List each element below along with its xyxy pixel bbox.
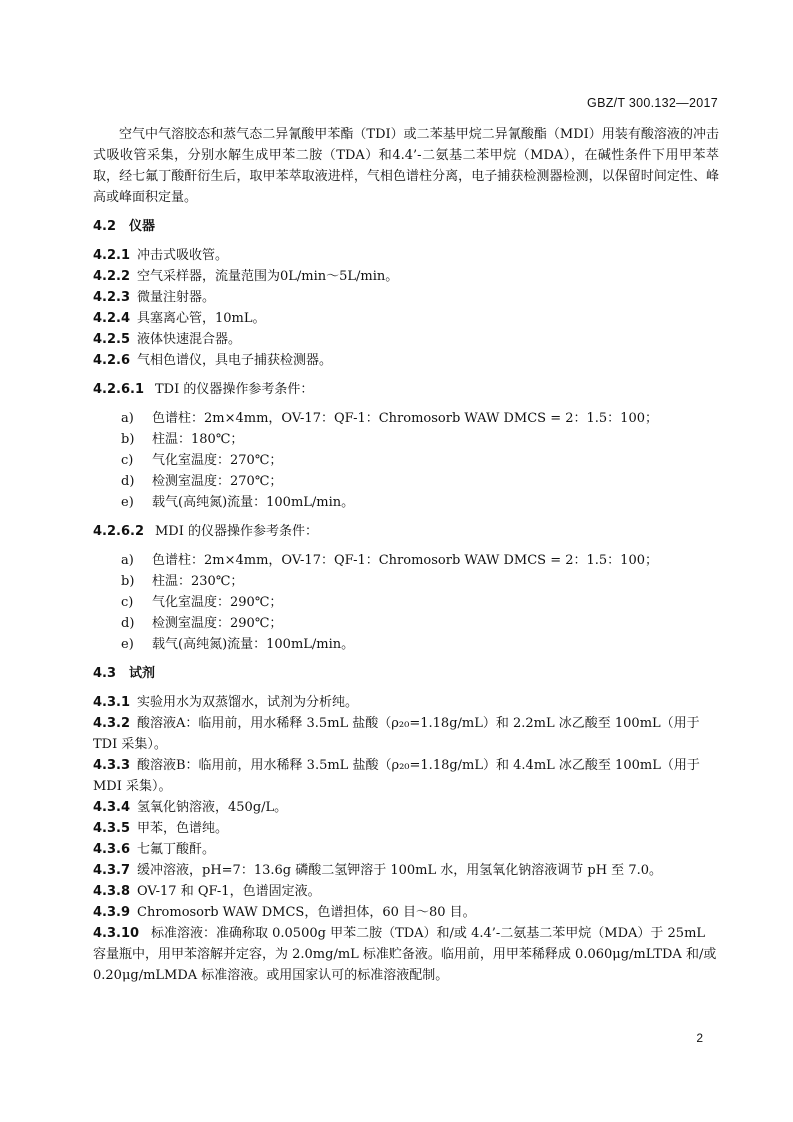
list-item [121, 550, 719, 571]
clause-number: 4.3.5 [93, 821, 131, 836]
list-item [121, 592, 719, 613]
section-number: 4.2 [93, 219, 117, 234]
clause-text: MDI 的仪器操作参考条件： [155, 524, 319, 539]
list-text: 柱温：230℃； [152, 574, 244, 589]
clause-item [93, 923, 719, 986]
clause-number: 4.2.6.2 [93, 524, 144, 539]
list-text: 色谱柱：2m×4mm，OV-17：QF-1：Chromosorb WAW DMCS = 2：1.5：100； [152, 553, 658, 568]
clause-text: 具塞离心管，10mL。 [137, 311, 266, 326]
clause-number: 4.2.2 [93, 269, 131, 284]
clause-number: 4.3.1 [93, 695, 131, 710]
clause-number: 4.2.6 [93, 353, 131, 368]
list-marker: e) [121, 495, 134, 510]
section-number: 4.3 [93, 666, 117, 681]
clause-item [93, 797, 719, 818]
clause-number: 4.2.1 [93, 248, 131, 263]
section-title: 仪器 [129, 219, 156, 234]
clause-text: 空气采样器，流量范围为0L/min～5L/min。 [137, 269, 399, 284]
clause-number: 4.2.5 [93, 332, 131, 347]
list-text: 检测室温度：270℃； [152, 474, 283, 489]
list-marker: d) [121, 616, 135, 631]
list-marker: b) [121, 574, 135, 589]
list-text: 气化室温度：270℃； [152, 453, 283, 468]
list-item [121, 471, 719, 492]
clause-text: 七氟丁酸酐。 [137, 842, 216, 857]
clause-item [93, 308, 719, 329]
mdi-conditions-heading [93, 521, 719, 542]
clause-number: 4.3.8 [93, 884, 131, 899]
clause-text: 甲苯，色谱纯。 [137, 821, 229, 836]
clause-item [93, 713, 719, 755]
clause-text: 气相色谱仪，具电子捕获检测器。 [137, 353, 333, 368]
list-text: 气化室温度：290℃； [152, 595, 283, 610]
list-marker: a) [121, 411, 134, 426]
clause-item [93, 245, 719, 266]
clause-text: 缓冲溶液，pH=7：13.6g 磷酸二氢钾溶于 100mL 水，用氢氧化钠溶液调节 pH 至 7.0。 [137, 863, 662, 878]
list-text: 载气(高纯氮)流量：100mL/min。 [152, 637, 355, 652]
clause-text: 标准溶液：准确称取 0.0500g 甲苯二胺（TDA）和/或 4.4’-二氨基二苯甲烷（MDA）于 25mL 容量瓶中，用甲苯溶解并定容，为 2.0mg/mL 标准贮备液。临用前，用甲苯稀释成 0.060μg/mLTDA 和/或 0.20μg/mLMDA 标准溶液。或用国家认可的标准溶液配制。 [93, 926, 717, 983]
list-item [121, 492, 719, 513]
clause-number: 4.3.6 [93, 842, 131, 857]
clause-text: 酸溶液A：临用前，用水稀释 3.5mL 盐酸（ρ₂₀=1.18g/mL）和 2.2mL 冰乙酸至 100mL（用于 TDI 采集）。 [93, 716, 700, 752]
page-number: 2 [696, 1031, 703, 1045]
clause-item [93, 839, 719, 860]
clause-item [93, 287, 719, 308]
list-marker: e) [121, 637, 134, 652]
section-title: 试剂 [129, 666, 156, 681]
section-heading-reagents [93, 663, 719, 684]
clause-item [93, 860, 719, 881]
clause-text: 微量注射器。 [137, 290, 216, 305]
mdi-conditions-list [93, 550, 719, 655]
clause-text: OV-17 和 QF-1，色谱固定液。 [137, 884, 321, 899]
clause-text: 酸溶液B：临用前，用水稀释 3.5mL 盐酸（ρ₂₀=1.18g/mL）和 4.4mL 冰乙酸至 100mL（用于 MDI 采集）。 [93, 758, 700, 794]
clause-item [93, 266, 719, 287]
list-item [121, 613, 719, 634]
tdi-conditions-list [93, 408, 719, 513]
list-item [121, 571, 719, 592]
clause-text: Chromosorb WAW DMCS，色谱担体，60 目～80 目。 [137, 905, 476, 920]
clause-text: 液体快速混合器。 [137, 332, 242, 347]
tdi-conditions-heading [93, 379, 719, 400]
clause-item [93, 818, 719, 839]
list-marker: c) [121, 595, 134, 610]
clause-item [93, 692, 719, 713]
list-text: 柱温：180℃； [152, 432, 244, 447]
clause-text: 实验用水为双蒸馏水，试剂为分析纯。 [137, 695, 359, 710]
clause-number: 4.3.10 [93, 926, 140, 941]
clause-item [93, 755, 719, 797]
instrument-list [93, 245, 719, 371]
clause-item [93, 902, 719, 923]
clause-item [93, 350, 719, 371]
list-marker: c) [121, 453, 134, 468]
clause-number: 4.3.3 [93, 758, 131, 773]
list-item [121, 634, 719, 655]
list-item [121, 408, 719, 429]
clause-number: 4.2.4 [93, 311, 131, 326]
clause-number: 4.3.4 [93, 800, 131, 815]
clause-item [93, 329, 719, 350]
list-marker: b) [121, 432, 135, 447]
clause-number: 4.2.3 [93, 290, 131, 305]
reagent-list [93, 692, 719, 986]
clause-number: 4.3.9 [93, 905, 131, 920]
clause-item [93, 881, 719, 902]
list-item [121, 429, 719, 450]
list-text: 色谱柱：2m×4mm，OV-17：QF-1：Chromosorb WAW DMCS = 2：1.5：100； [152, 411, 658, 426]
clause-text: 冲击式吸收管。 [137, 248, 229, 263]
clause-number: 4.2.6.1 [93, 382, 144, 397]
section-heading-instruments [93, 216, 719, 237]
clause-text: 氢氧化钠溶液，450g/L。 [137, 800, 288, 815]
standard-number: GBZ/T 300.132—2017 [587, 96, 718, 110]
clause-text: TDI 的仪器操作参考条件： [155, 382, 314, 397]
intro-paragraph: 空气中气溶胶态和蒸气态二异氰酸甲苯酯（TDI）或二苯基甲烷二异氰酸酯（MDI）用装有酸溶液的冲击式吸收管采集，分别水解生成甲苯二胺（TDA）和4.4’-二氨基二苯甲烷（MDA），在碱性条件下用甲苯萃取，经七氟丁酸酐衍生后，取甲苯萃取液进样，气相色谱柱分离，电子捕获检测器检测，以保留时间定性、峰高或峰面积定量。 [93, 127, 719, 205]
list-marker: a) [121, 553, 134, 568]
list-marker: d) [121, 474, 135, 489]
list-text: 检测室温度：290℃； [152, 616, 283, 631]
list-item [121, 450, 719, 471]
list-text: 载气(高纯氮)流量：100mL/min。 [152, 495, 355, 510]
clause-number: 4.3.2 [93, 716, 131, 731]
clause-number: 4.3.7 [93, 863, 131, 878]
document-body [93, 124, 719, 986]
